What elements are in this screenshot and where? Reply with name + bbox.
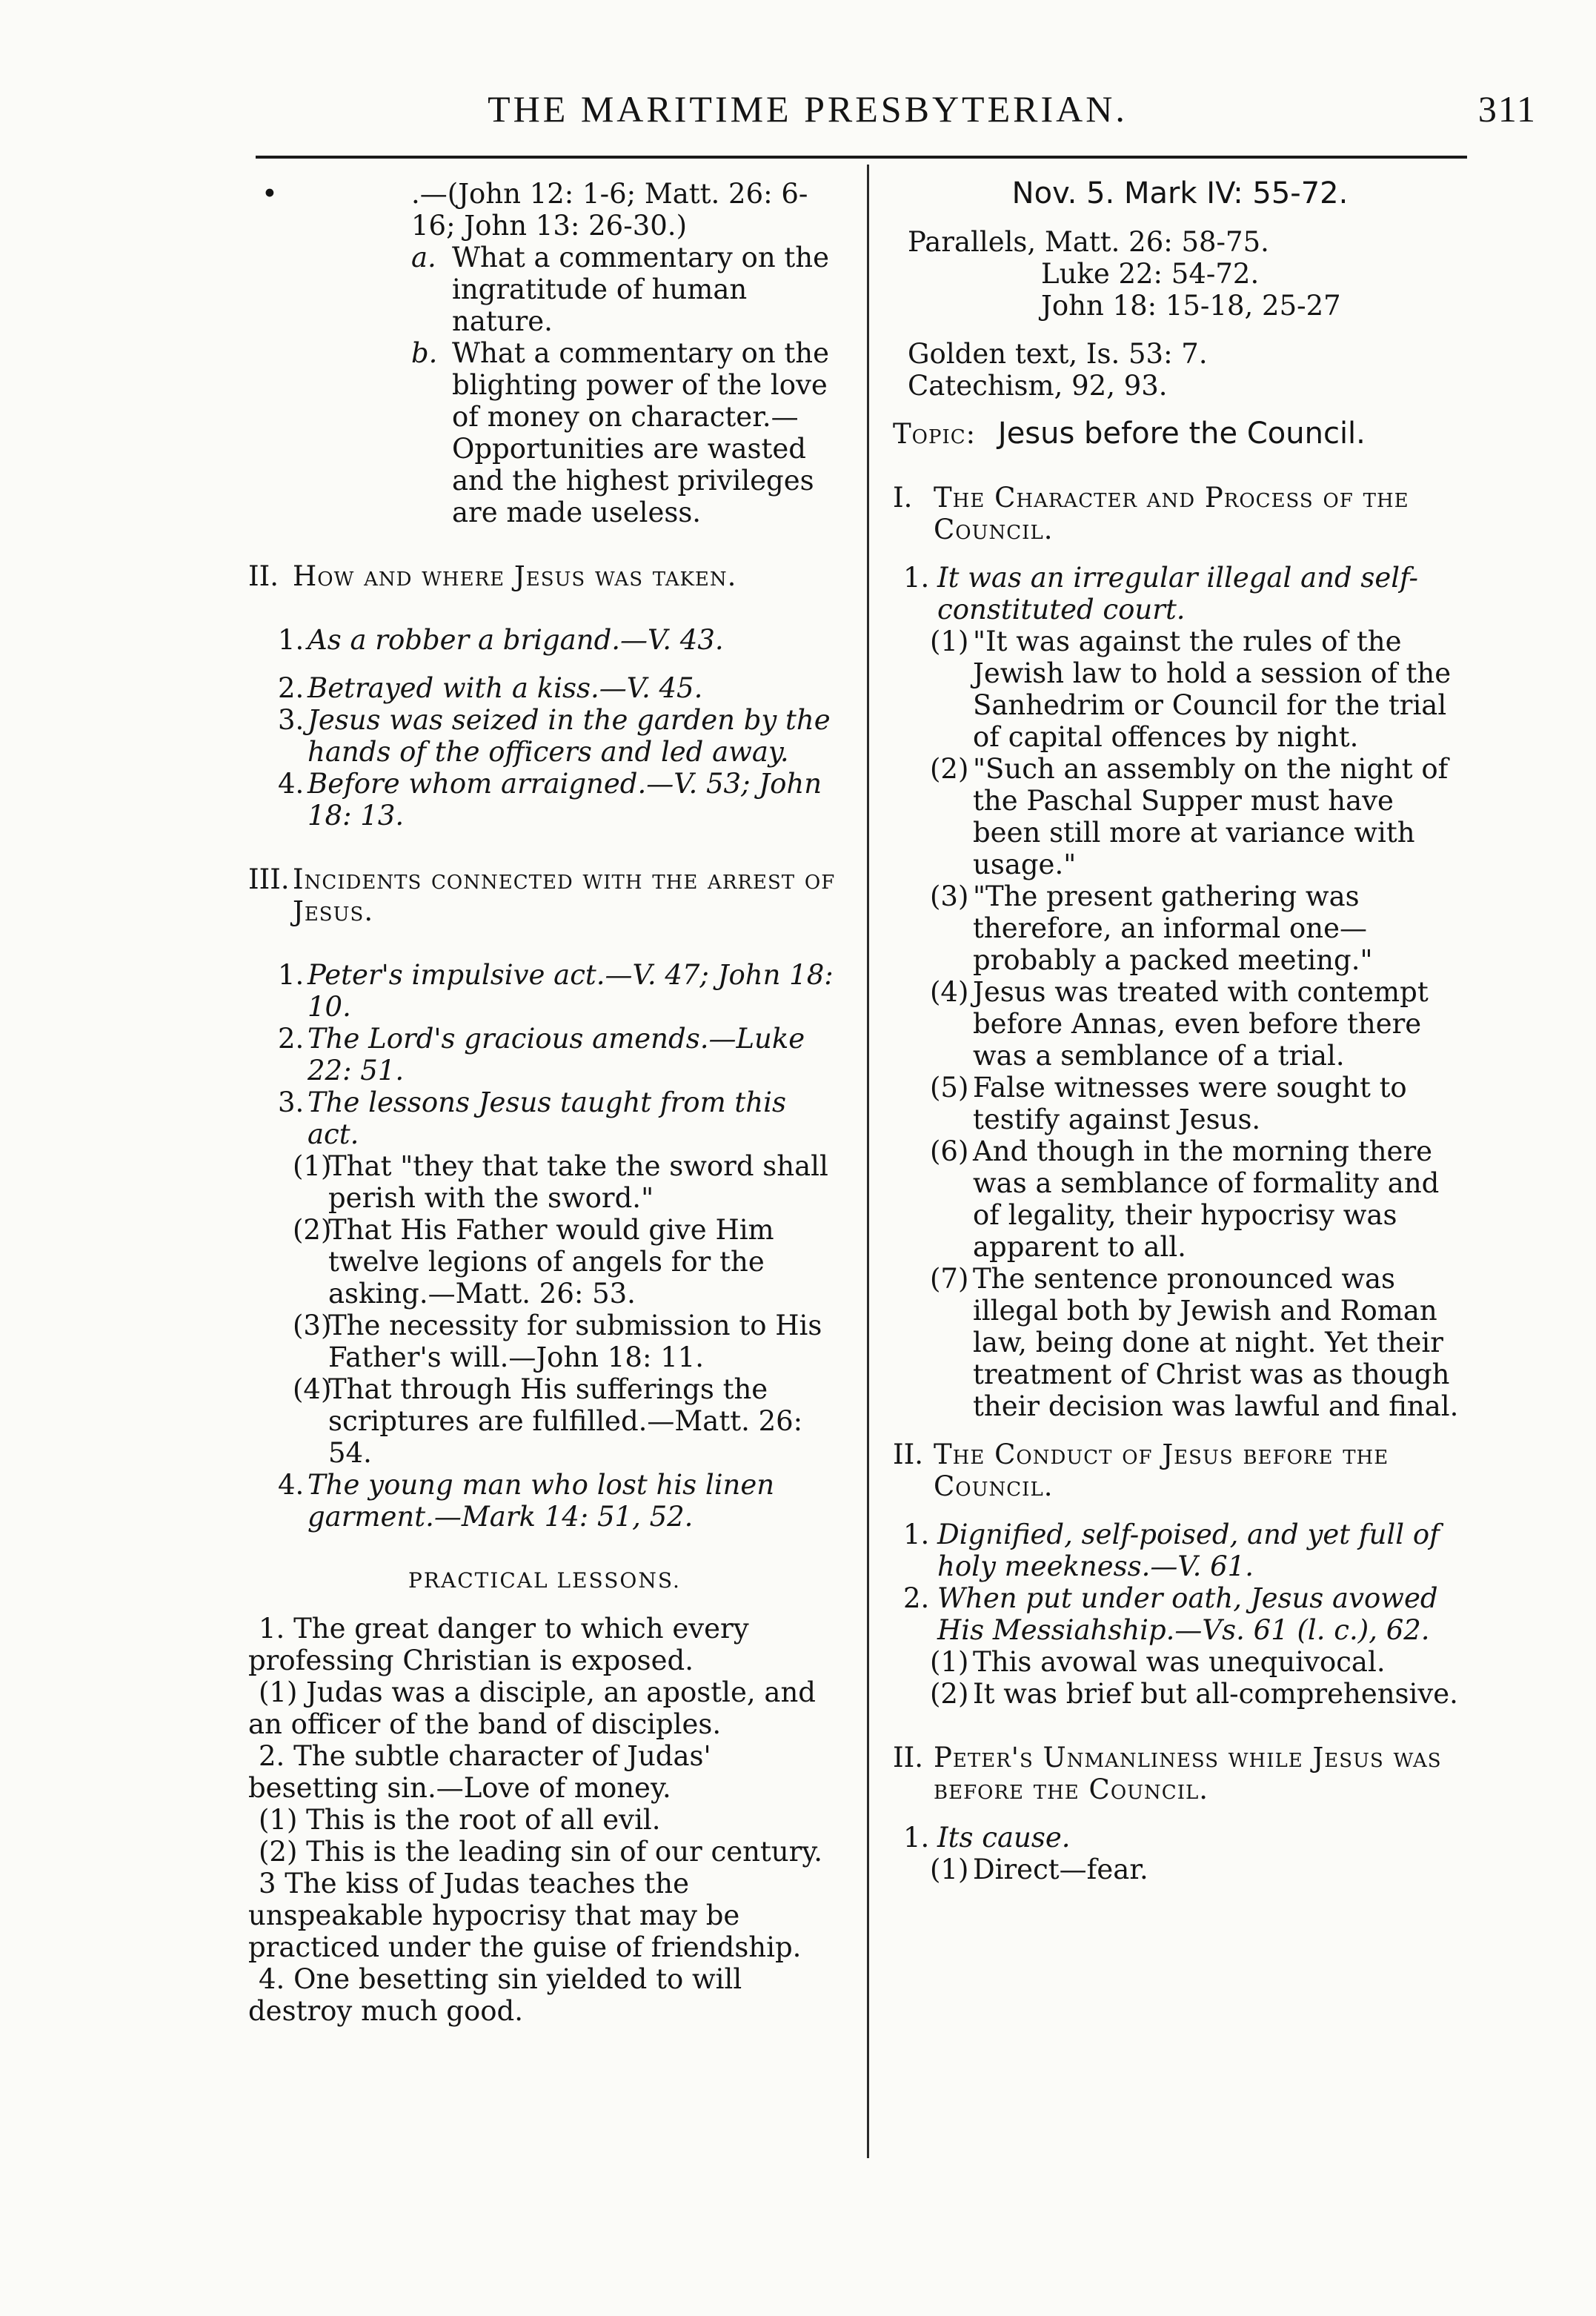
s2-item-2-number: 2. bbox=[278, 672, 305, 704]
point-b-label: b. bbox=[411, 337, 438, 369]
lesson-4: 4. One besetting sin yielded to will destroy much good. bbox=[248, 1963, 742, 2027]
parallels-john: John 18: 15-18, 25-27 bbox=[1041, 290, 1341, 322]
r-sub-1-4-text: Jesus was treated with contempt before Annas, even before there was a semblance of a trial. bbox=[973, 976, 1429, 1072]
r-section-3-number: II. bbox=[893, 1742, 923, 1774]
r-sub-2-1 bbox=[893, 1646, 1467, 1678]
page-number: 311 bbox=[1477, 88, 1537, 130]
s3-3-sub-4-number: (4) bbox=[293, 1373, 332, 1405]
point-b-text: What a commentary on the blighting power of the love of money on character.—Opportunities are wasted and the highest privileges are made useless. bbox=[452, 337, 830, 528]
s2-item-4-number: 4. bbox=[278, 768, 305, 800]
lesson-2-2: (2) This is the leading sin of our century. bbox=[259, 1836, 823, 1868]
r-sub-1-4 bbox=[893, 976, 1467, 1072]
r-item-2-1-text: Dignified, self-poised, and yet full of holy meekness.—V. 61. bbox=[937, 1519, 1440, 1582]
r-sub-2-1-number: (1) bbox=[930, 1646, 969, 1678]
s2-item-3 bbox=[248, 704, 841, 768]
r-sub-2-2 bbox=[893, 1678, 1467, 1710]
s3-3-sub-1-number: (1) bbox=[293, 1150, 332, 1182]
s3-item-3-text: The lessons Jesus taught from this act. bbox=[307, 1086, 786, 1150]
s2-item-4-text: Before whom arraigned.—V. 53; John 18: 13. bbox=[307, 768, 822, 832]
lesson-heading: Nov. 5. Mark IV: 55-72. bbox=[1011, 176, 1349, 210]
point-a-label: a. bbox=[411, 242, 436, 273]
r-item-1 bbox=[893, 562, 1467, 626]
s3-item-4 bbox=[248, 1469, 841, 1533]
r-section-3-title: Peter's Unmanliness while Jesus was before the Council. bbox=[934, 1742, 1442, 1805]
r-item-1-number: 1. bbox=[903, 562, 930, 594]
r-section-1-title: The Character and Process of the Council. bbox=[934, 482, 1409, 545]
r-sub-1-6-text: And though in the morning there was a semblance of formality and of legality, their hypocrisy was apparent to all. bbox=[973, 1135, 1440, 1263]
s3-item-2-number: 2. bbox=[278, 1023, 305, 1055]
r-sub-3-1-number: (1) bbox=[930, 1854, 969, 1885]
journal-title: THE MARITIME PRESBYTERIAN. bbox=[488, 88, 1128, 130]
lesson-3: 3 The kiss of Judas teaches the unspeakable hypocrisy that may be practiced under the guise of friendship. bbox=[248, 1868, 802, 1963]
lesson-2-1: (1) This is the root of all evil. bbox=[259, 1804, 661, 1836]
s2-item-1-text: As a robber a brigand.—V. 43. bbox=[307, 624, 724, 656]
header-rule bbox=[256, 156, 1467, 159]
r-item-3-1 bbox=[893, 1822, 1467, 1854]
parallels-label: Parallels, Matt. 26: 58-75. bbox=[908, 226, 1269, 258]
r-sub-1-1-number: (1) bbox=[930, 626, 969, 657]
page-header bbox=[0, 0, 1596, 156]
r-sub-2-2-text: It was brief but all-comprehensive. bbox=[973, 1678, 1458, 1710]
s3-item-3-number: 3. bbox=[278, 1086, 305, 1118]
scripture-ref: .—(John 12: 1-6; Matt. 26: 6-16; John 13: 26-30.) bbox=[411, 178, 808, 242]
r-sub-1-5-text: False witnesses were sought to testify against Jesus. bbox=[973, 1072, 1407, 1135]
r-item-3-1-text: Its cause. bbox=[937, 1822, 1071, 1854]
r-sub-1-1-text: "It was against the rules of the Jewish law to hold a session of the Sanhedrim or Council for the trial of capital offences by night. bbox=[973, 626, 1452, 753]
r-sub-1-3-text: "The present gathering was therefore, an informal one—probably a packed meeting." bbox=[973, 880, 1373, 976]
s3-3-sub-4-text: That through His sufferings the scriptures are fulfilled.—Matt. 26: 54. bbox=[328, 1373, 803, 1469]
lesson-1-1: (1) Judas was a disciple, an apostle, and an officer of the band of disciples. bbox=[248, 1676, 816, 1740]
s3-item-1 bbox=[248, 959, 841, 1023]
r-sub-3-1 bbox=[893, 1854, 1467, 1885]
r-item-2-1 bbox=[893, 1519, 1467, 1582]
r-sub-1-5 bbox=[893, 1072, 1467, 1135]
s3-3-sub-3-number: (3) bbox=[293, 1310, 332, 1341]
r-section-2-heading bbox=[893, 1439, 1467, 1502]
r-item-2-2-number: 2. bbox=[903, 1582, 930, 1614]
s3-3-sub-1-text: That "they that take the sword shall perish with the sword." bbox=[328, 1150, 828, 1214]
s2-item-1-number: 1. bbox=[278, 624, 305, 656]
golden-text: Golden text, Is. 53: 7. bbox=[908, 338, 1208, 370]
column-divider bbox=[867, 165, 869, 2158]
s3-3-sub-2-text: That His Father would give Him twelve legions of angels for the asking.—Matt. 26: 53. bbox=[328, 1214, 774, 1310]
s2-item-2-text: Betrayed with a kiss.—V. 45. bbox=[307, 672, 703, 704]
r-section-1-heading bbox=[893, 482, 1467, 545]
section-3-title: Incidents connected with the arrest of Jesus. bbox=[293, 863, 836, 927]
r-item-1-text: It was an irregular illegal and self-constituted court. bbox=[937, 562, 1418, 626]
section-2-title: How and where Jesus was taken. bbox=[293, 560, 737, 592]
s3-item-4-text: The young man who lost his linen garment.—Mark 14: 51, 52. bbox=[307, 1469, 775, 1533]
s3-item-1-text: Peter's impulsive act.—V. 47; John 18: 10. bbox=[307, 959, 834, 1023]
s3-item-2 bbox=[248, 1023, 841, 1086]
s3-item-4-number: 4. bbox=[278, 1469, 305, 1501]
r-sub-2-1-text: This avowal was unequivocal. bbox=[973, 1646, 1386, 1678]
right-column bbox=[893, 178, 1467, 1885]
r-item-3-1-number: 1. bbox=[903, 1822, 930, 1854]
s2-item-4 bbox=[248, 768, 841, 832]
r-item-2-2 bbox=[893, 1582, 1467, 1646]
r-item-2-2-text: When put under oath, Jesus avowed His Messiahship.—Vs. 61 (l. c.), 62. bbox=[937, 1582, 1438, 1646]
r-sub-1-5-number: (5) bbox=[930, 1072, 969, 1104]
practical-lessons-heading: PRACTICAL LESSONS. bbox=[408, 1568, 681, 1593]
s3-3-sub-2-number: (2) bbox=[293, 1214, 332, 1246]
section-2-number: II. bbox=[248, 560, 279, 592]
r-section-2-title: The Conduct of Jesus before the Council. bbox=[934, 1439, 1389, 1502]
r-section-1-number: I. bbox=[893, 482, 913, 514]
s3-item-3 bbox=[248, 1086, 841, 1150]
lesson-1: 1. The great danger to which every professing Christian is exposed. bbox=[248, 1613, 749, 1676]
s3-3-sub-4 bbox=[248, 1373, 841, 1469]
lesson-2: 2. The subtle character of Judas' besetting sin.—Love of money. bbox=[248, 1740, 711, 1804]
r-item-2-1-number: 1. bbox=[903, 1519, 930, 1550]
s3-3-sub-2 bbox=[248, 1214, 841, 1310]
bullet-mark: • bbox=[262, 178, 278, 210]
point-a-text: What a commentary on the ingratitude of human nature. bbox=[452, 242, 830, 337]
r-sub-3-1-text: Direct—fear. bbox=[973, 1854, 1148, 1885]
r-sub-1-3 bbox=[893, 880, 1467, 976]
r-sub-1-7-number: (7) bbox=[930, 1263, 969, 1295]
r-section-3-heading bbox=[893, 1742, 1467, 1805]
r-sub-1-6-number: (6) bbox=[930, 1135, 969, 1167]
point-a bbox=[248, 242, 841, 337]
s2-item-2 bbox=[248, 672, 841, 704]
r-sub-1-2-text: "Such an assembly on the night of the Paschal Supper must have been still more at variance with usage." bbox=[973, 753, 1449, 880]
r-sub-1-7-text: The sentence pronounced was illegal both by Jewish and Roman law, being done at night. Yet their treatment of Christ was as though their decision was lawful and final. bbox=[973, 1263, 1459, 1422]
s3-item-2-text: The Lord's gracious amends.—Luke 22: 51. bbox=[307, 1023, 805, 1086]
r-sub-1-6 bbox=[893, 1135, 1467, 1263]
s3-3-sub-3-text: The necessity for submission to His Father's will.—John 18: 11. bbox=[328, 1310, 822, 1373]
s2-item-3-number: 3. bbox=[278, 704, 305, 736]
catechism: Catechism, 92, 93. bbox=[908, 370, 1168, 402]
r-sub-2-2-number: (2) bbox=[930, 1678, 969, 1710]
s2-item-3-text: Jesus was seized in the garden by the hands of the officers and led away. bbox=[307, 704, 831, 768]
section-3-heading bbox=[248, 863, 841, 927]
s3-item-1-number: 1. bbox=[278, 959, 305, 991]
s3-3-sub-3 bbox=[248, 1310, 841, 1373]
point-b bbox=[248, 337, 841, 528]
section-3-number: III. bbox=[248, 863, 290, 895]
left-column bbox=[248, 178, 841, 2027]
section-2-heading bbox=[248, 560, 841, 592]
r-sub-1-7 bbox=[893, 1263, 1467, 1422]
r-section-2-number: II. bbox=[893, 1439, 923, 1470]
parallels-luke: Luke 22: 54-72. bbox=[1041, 258, 1260, 290]
topic-text: Jesus before the Council. bbox=[997, 417, 1366, 451]
topic-label: Topic: bbox=[893, 418, 977, 450]
s3-3-sub-1 bbox=[248, 1150, 841, 1214]
s2-item-1 bbox=[248, 624, 841, 656]
r-sub-1-2-number: (2) bbox=[930, 753, 969, 785]
scripture-ref-block bbox=[248, 178, 841, 242]
r-sub-1-4-number: (4) bbox=[930, 976, 969, 1008]
r-sub-1-1 bbox=[893, 626, 1467, 753]
r-sub-1-3-number: (3) bbox=[930, 880, 969, 912]
r-sub-1-2 bbox=[893, 753, 1467, 880]
